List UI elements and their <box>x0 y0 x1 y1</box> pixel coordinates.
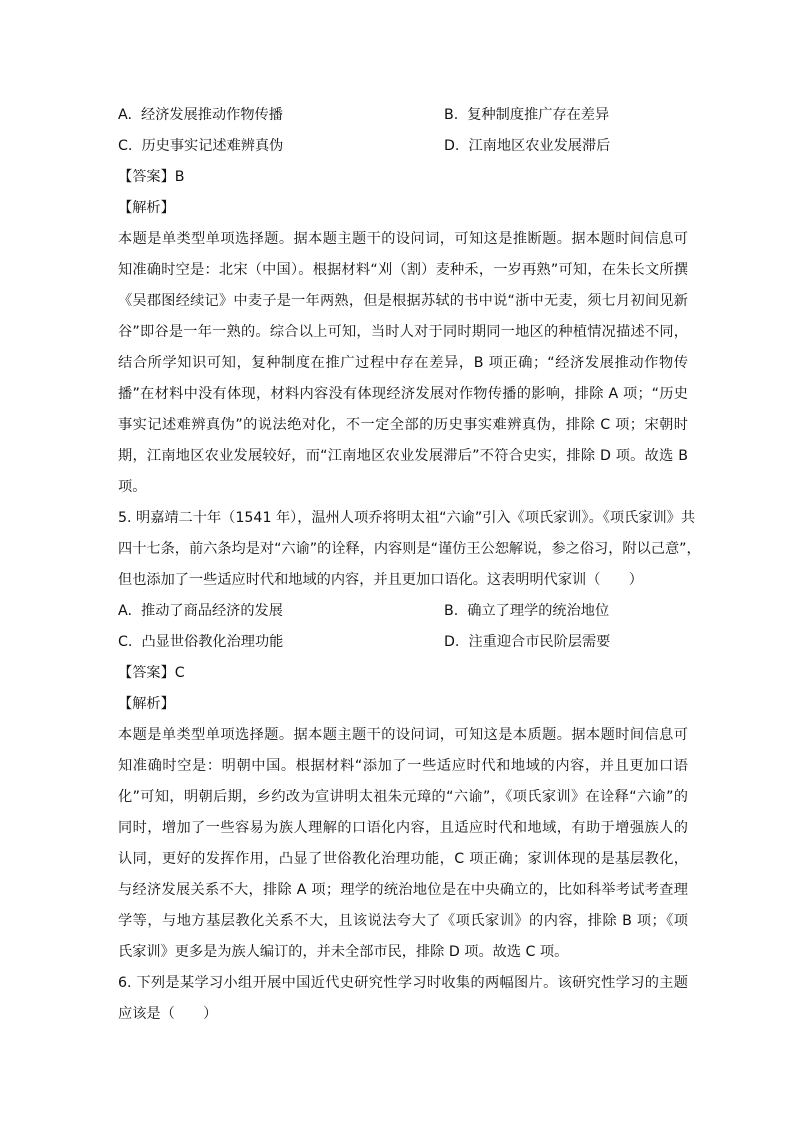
q5-analysis-title: 【解析】 <box>118 696 175 712</box>
q5-answer: 【答案】C <box>118 665 185 681</box>
q5-analysis-line: 认同，更好的发挥作用，凸显了世俗教化治理功能，C 项正确；家训体现的是基层教化， <box>118 851 688 867</box>
q4-analysis-line: 播”在材料中没有体现，材料内容没有体现经济发展对作物传播的影响，排除 A 项；“历史 <box>118 386 688 402</box>
q5-options-row-1 <box>118 596 688 627</box>
q4-analysis-line: 期，江南地区农业发展较好，而“江南地区农业发展滞后”不符合史实，排除 D 项。故选 B <box>118 448 688 464</box>
q5-option-c: C. 凸显世俗教化治理功能 <box>118 634 284 650</box>
q5-analysis-line: 知准确时空是：明朝中国。根据材料“添加了一些适应时代和地域的内容，并且更加口语 <box>118 758 688 774</box>
q5-analysis-line: 同时，增加了一些容易为族人理解的口语化内容，且适应时代和地域，有助于增强族人的 <box>118 820 688 836</box>
q5-analysis-line: 化”可知，明朝后期，乡约改为宣讲明太祖朱元璋的“六谕”，《项氏家训》在诠释“六谕”的 <box>118 789 688 805</box>
q4-analysis-title: 【解析】 <box>118 200 175 216</box>
q5-option-a: A. 推动了商品经济的发展 <box>118 603 283 619</box>
q4-analysis-line: 《吴郡图经续记》中麦子是一年两熟，但是根据苏轼的书中说“浙中无麦，须七月初间见新 <box>118 293 688 309</box>
document-page <box>118 100 701 1030</box>
q5-stem-line: 但也添加了一些适应时代和地域的内容，并且更加口语化。这表明明代家训（ ） <box>118 572 643 588</box>
q5-analysis-line: 氏家训》更多是为族人编订的，并未全部市民，排除 D 项。故选 C 项。 <box>118 944 569 960</box>
q4-option-b: B. 复种制度推广存在差异 <box>444 107 610 123</box>
q5-analysis-line: 与经济发展关系不大，排除 A 项；理学的统治地位是在中央确立的，比如科举考试考查理 <box>118 882 688 898</box>
q6-stem-line: 6. 下列是某学习小组开展中国近代史研究性学习时收集的两幅图片。该研究性学习的主题 <box>118 975 688 991</box>
q5-option-d: D. 注重迎合市民阶层需要 <box>444 634 611 650</box>
q4-options-row-1 <box>118 100 688 131</box>
q4-answer: 【答案】B <box>118 169 185 185</box>
q6-stem-line: 应该是（ ） <box>118 1006 218 1022</box>
q5-stem-line: 5. 明嘉靖二十年（1541 年），温州人项乔将明太祖“六谕”引入《项氏家训》。《项氏家训》共 <box>118 510 696 526</box>
q4-option-d: D. 江南地区农业发展滞后 <box>444 138 611 154</box>
q4-analysis-line: 知准确时空是：北宋（中国）。根据材料“刈（割）麦种禾，一岁再熟”可知，在朱长文所撰 <box>118 262 688 278</box>
q4-analysis-line: 项。 <box>118 479 147 495</box>
q4-option-c: C. 历史事实记述难辨真伪 <box>118 138 284 154</box>
q4-analysis-line: 事实记述难辨真伪”的说法绝对化，不一定全部的历史事实难辨真伪，排除 C 项；宋朝时 <box>118 417 688 433</box>
q5-option-b: B. 确立了理学的统治地位 <box>444 603 610 619</box>
q5-analysis-line: 本题是单类型单项选择题。据本题主题干的设问词，可知这是本质题。据本题时间信息可 <box>118 727 688 743</box>
q4-option-a: A. 经济发展推动作物传播 <box>118 107 283 123</box>
q4-analysis-line: 谷”即谷是一年一熟的。综合以上可知，当时人对于同时期同一地区的种植情况描述不同， <box>118 324 688 340</box>
q4-analysis-line: 本题是单类型单项选择题。据本题主题干的设问词，可知这是推断题。据本题时间信息可 <box>118 231 688 247</box>
q5-analysis-line: 学等，与地方基层教化关系不大，且该说法夸大了《项氏家训》的内容，排除 B 项；《项 <box>118 913 688 929</box>
q5-options-row-2 <box>118 627 688 658</box>
q5-stem-line: 四十七条，前六条均是对“六谕”的诠释，内容则是“谨仿王公恕解说，参之俗习，附以己意”， <box>118 541 701 557</box>
q4-options-row-2 <box>118 131 688 162</box>
q4-analysis-line: 结合所学知识可知，复种制度在推广过程中存在差异，B 项正确；“经济发展推动作物传 <box>118 355 688 371</box>
